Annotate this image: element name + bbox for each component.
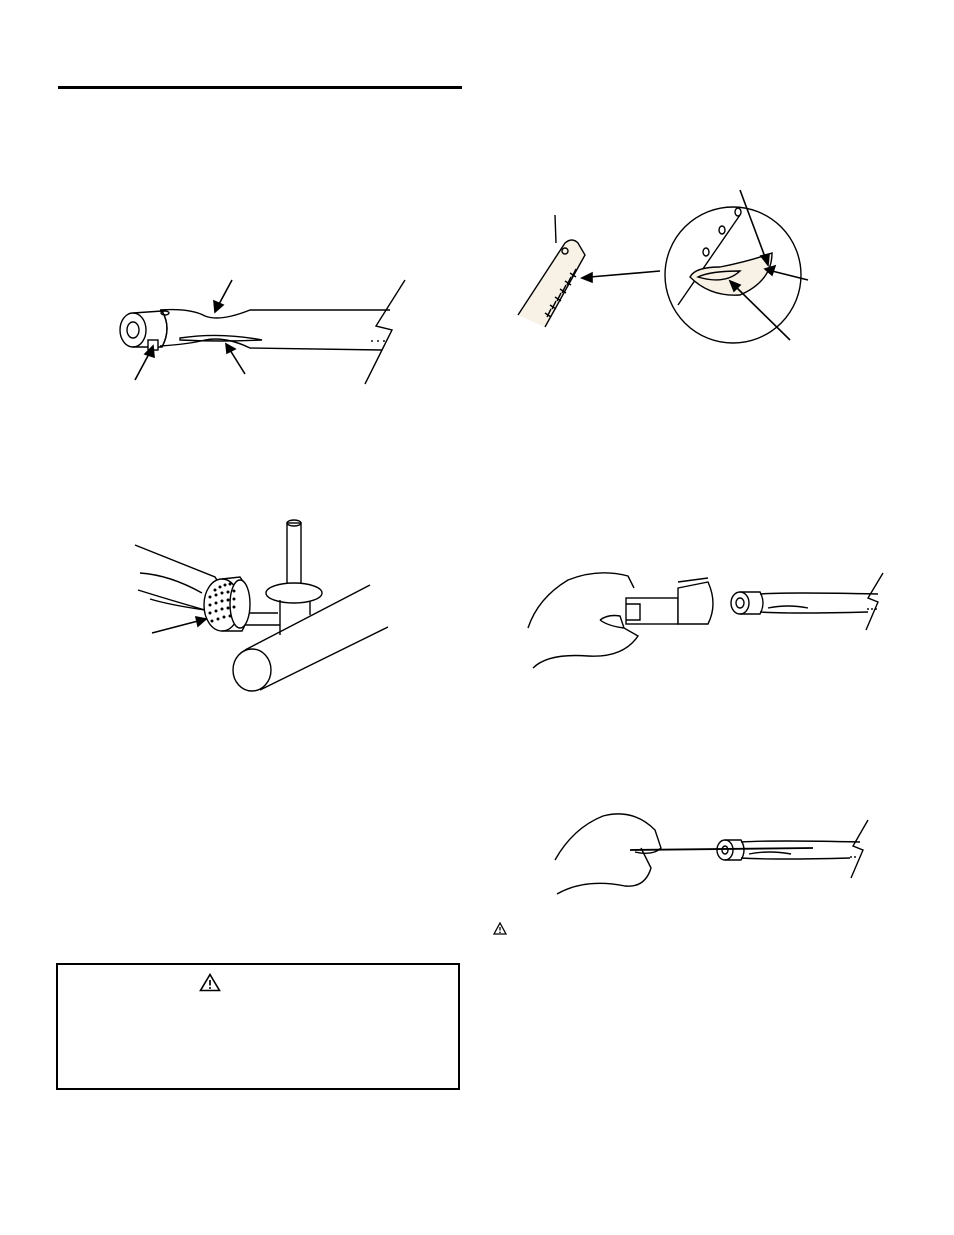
warning-triangle-icon: [493, 922, 507, 935]
burner-tube-diagram: [110, 270, 420, 390]
warning-triangle-icon: [199, 973, 221, 992]
warning-box: [56, 963, 460, 1090]
venturi-valve-diagram: [130, 515, 395, 695]
hand-wire-tube-diagram: [555, 808, 875, 898]
section-divider: [58, 86, 462, 89]
hand-brush-tube-diagram: [528, 568, 893, 673]
burner-port-closeup-diagram: [510, 185, 820, 345]
